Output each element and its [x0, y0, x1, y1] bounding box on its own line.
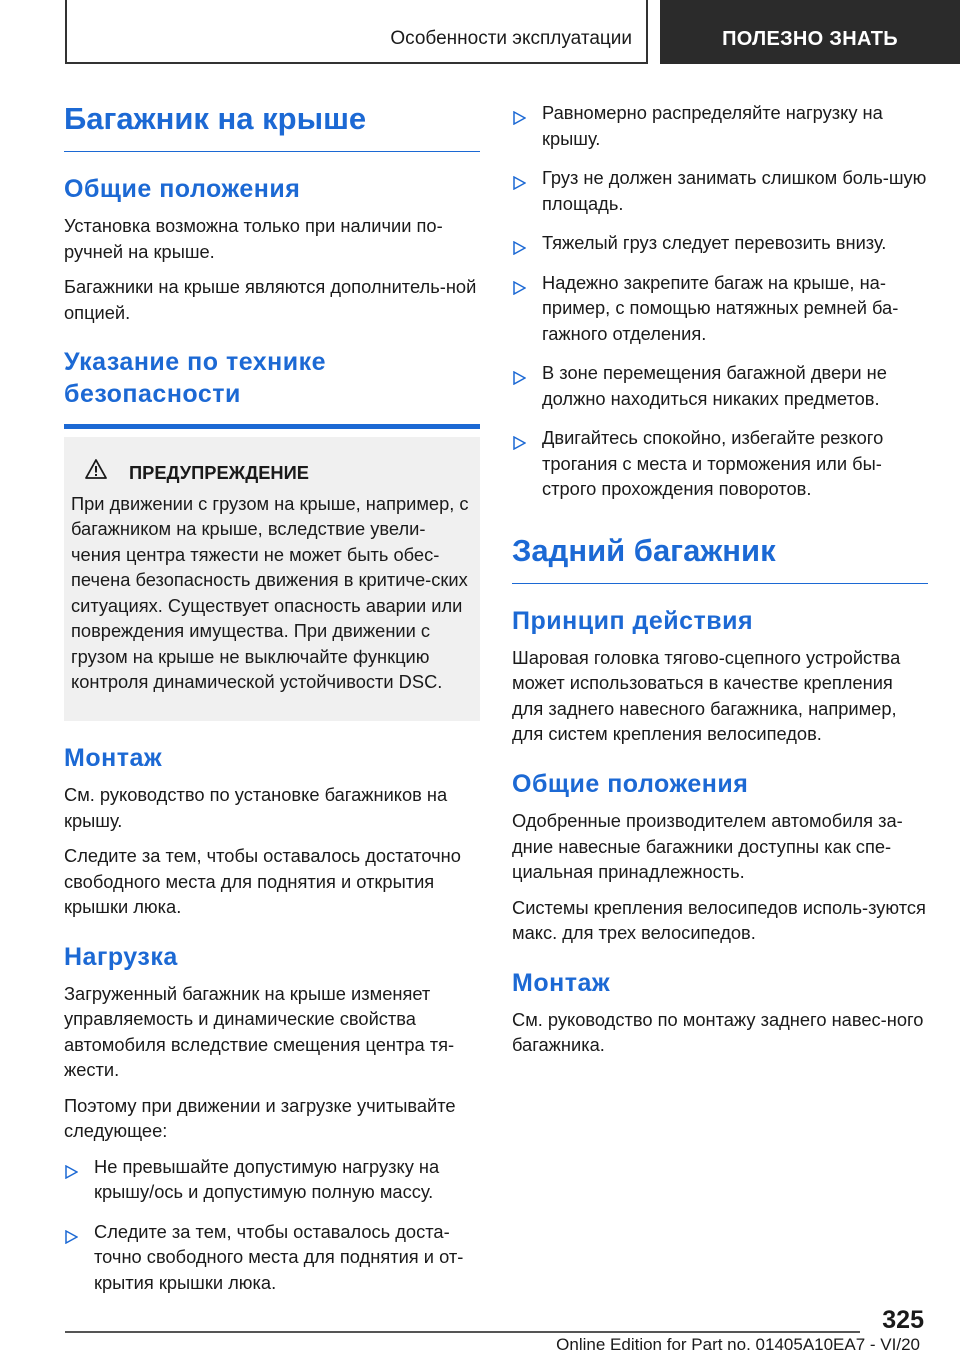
principle-heading: Принцип действия [512, 606, 754, 635]
list-item: Следите за тем, чтобы оставалось доста-точно свободного места для поднятия и от-крытия крышки люка. [64, 1219, 480, 1296]
list-item: Тяжелый груз следует перевозить внизу. [512, 230, 928, 256]
rear-mounting-paragraph: См. руководство по монтажу заднего навес-ного багажника. [512, 1008, 924, 1056]
safety-heading: Указание по технике безопасности [64, 347, 480, 429]
triangle-bullet-icon [512, 106, 526, 120]
right-column [512, 100, 928, 1068]
load-list-continued [512, 100, 928, 502]
warning-text: При движении с грузом на крыше, например, с багажником на крыше, вследствие увели-чения центра тяжести не может быть обес-печена безопасность движения в критиче-ских ситуациях. Существует опасность аварии или повреждения имущества. При движении с грузом на крыше не выключайте функцию контроля динамической устойчивости DSC. [71, 492, 469, 693]
warning-triangle-icon [85, 459, 121, 487]
rear-mounting-heading: Монтаж [512, 968, 611, 997]
general-heading: Общие положения [64, 175, 301, 204]
rear-general-paragraph-1: Одобренные производителем автомобиля за-дние навесные багажники доступны как спе-циальная принадлежность. [512, 810, 903, 883]
triangle-bullet-icon [64, 1225, 78, 1239]
general-paragraph-2: Багажники на крыше являются дополнитель-ной опцией. [64, 276, 477, 323]
header-chapter-tab: ПОЛЕЗНО ЗНАТЬ [660, 0, 960, 64]
triangle-bullet-icon [512, 276, 526, 290]
principle-paragraph: Шаровая головка тягово-сцепного устройства может использоваться в качестве крепления для заднего навесного багажника, например, для систем крепления велосипедов. [512, 646, 901, 745]
footer-edition: Online Edition for Part no. 01405A10EA7 - VI/20 [556, 1335, 920, 1354]
mounting-paragraph-1: См. руководство по установке багажников на крышу. [64, 784, 448, 831]
triangle-bullet-icon [512, 171, 526, 185]
general-paragraph-1: Установка возможна только при наличии по-ручней на крыше. [64, 215, 443, 262]
triangle-bullet-icon [512, 236, 526, 250]
warning-box [64, 437, 480, 721]
header-section-box [65, 0, 648, 64]
mounting-heading: Монтаж [64, 743, 163, 772]
left-column [64, 100, 480, 1309]
load-list [64, 1154, 480, 1296]
list-item: Груз не должен занимать слишком боль-шую площадь. [512, 165, 928, 216]
footer-divider [65, 1331, 860, 1333]
list-item: В зоне перемещения багажной двери не должно находиться никаких предметов. [512, 360, 928, 411]
header-section-title: Особенности эксплуатации [390, 28, 632, 49]
rear-general-paragraph-2: Системы крепления велосипедов исполь-зуются макс. для трех велосипедов. [512, 896, 926, 944]
list-item: Надежно закрепите багаж на крыше, на-пример, с помощью натяжных ремней ба-гажного отделения. [512, 270, 928, 347]
load-paragraph-1: Загруженный багажник на крыше изменяет управляемость и динамические свойства автомобиля вследствие смещения центра тя-жести. [64, 982, 455, 1081]
triangle-bullet-icon [64, 1160, 78, 1174]
triangle-bullet-icon [512, 431, 526, 445]
list-item: Двигайтесь спокойно, избегайте резкого трогания с места и торможения или бы-строго прохождения поворотов. [512, 425, 928, 502]
rear-carrier-title: Задний багажник [512, 532, 928, 584]
load-paragraph-2: Поэтому при движении и загрузке учитывайте следующее: [64, 1094, 456, 1142]
warning-header [71, 459, 470, 487]
warning-title: ПРЕДУПРЕЖДЕНИЕ [129, 461, 309, 483]
list-item: Равномерно распределяйте нагрузку на крышу. [512, 100, 928, 151]
rear-general-heading: Общие положения [512, 769, 749, 798]
list-item: Не превышайте допустимую нагрузку на крышу/ось и допустимую полную массу. [64, 1154, 480, 1205]
page-number: 325 [882, 1306, 924, 1334]
triangle-bullet-icon [512, 366, 526, 380]
roof-rack-title: Багажник на крыше [64, 100, 480, 152]
mounting-paragraph-2: Следите за тем, чтобы оставалось достаточно свободного места для поднятия и открытия крышки люка. [64, 845, 461, 918]
load-heading: Нагрузка [64, 942, 178, 971]
